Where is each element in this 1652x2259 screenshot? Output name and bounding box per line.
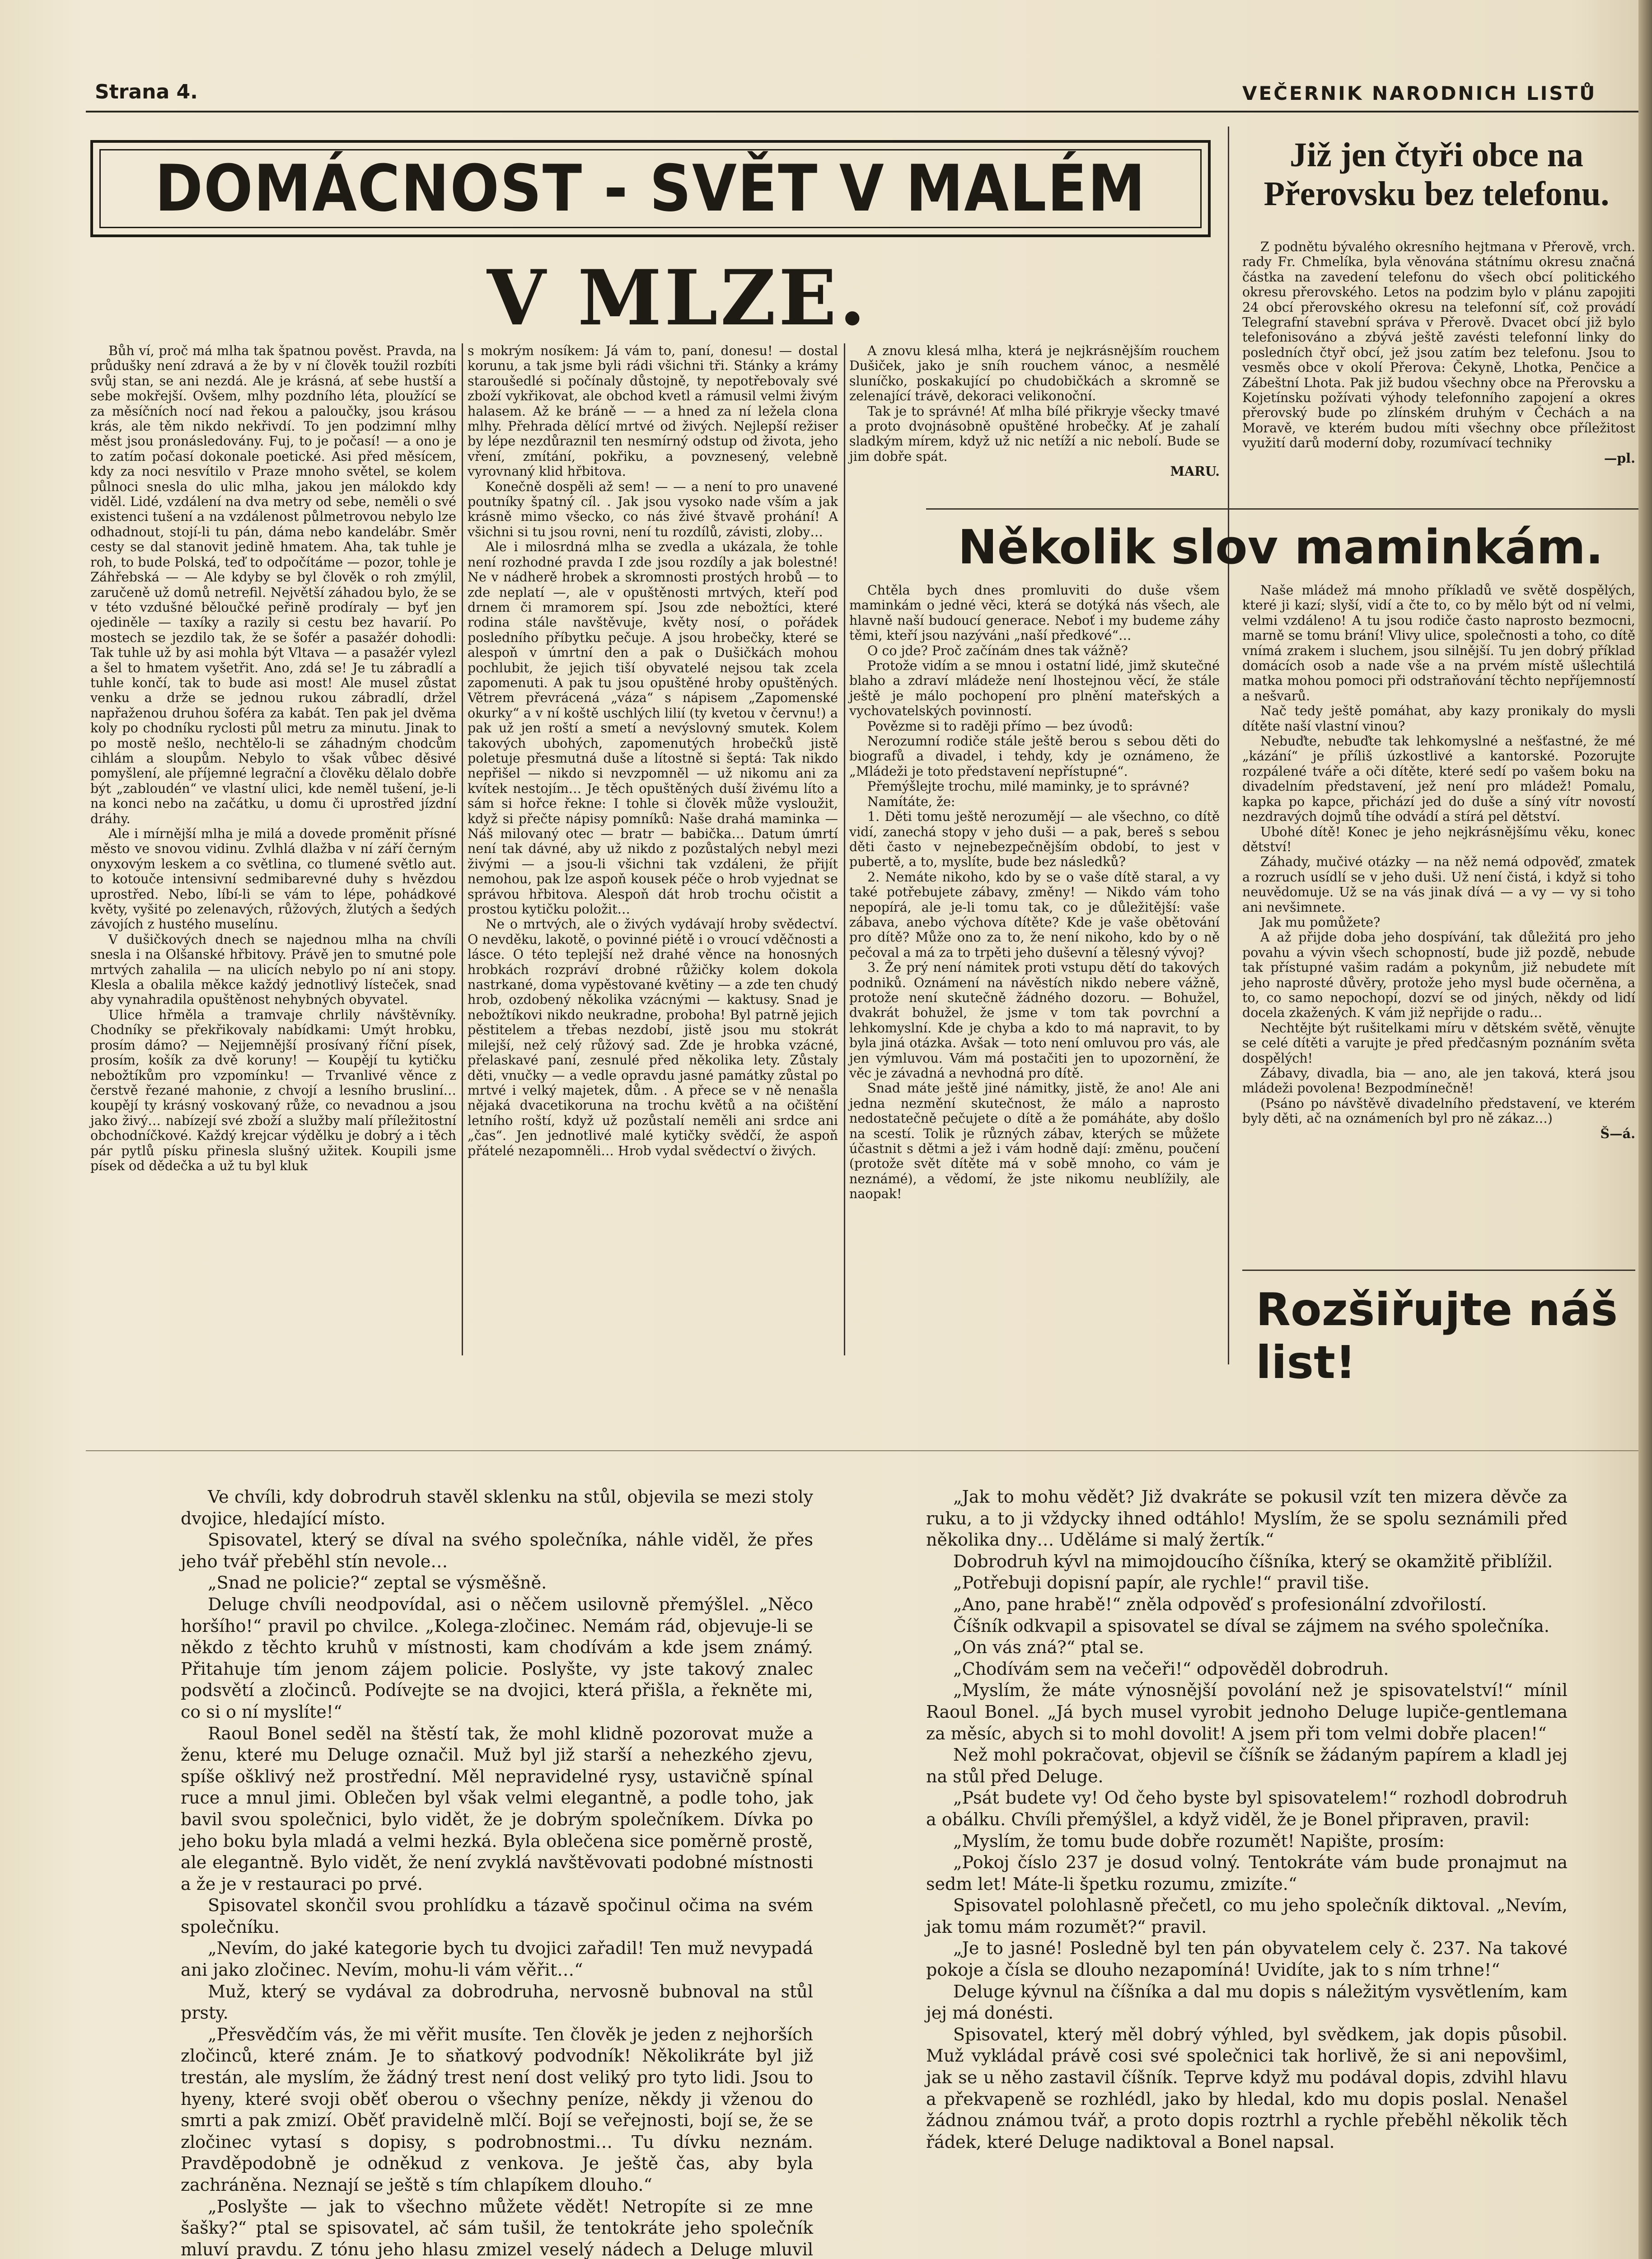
paragraph: 2. Nemáte nikoho, kdo by se o vaše dítě staral, a vy také potřebujete zábavy, změny! — Nikdo vám toho nepopírá, ale je-li tomu tak, co je důležitější: vaše zábava, anebo výchova dítěte? Kde je vaše obětování pro dítě? Může ono za to, že není nikoho, kdo by o ně pečoval a má za to trpěti jeho duševní a tělesný vývoj?: [849, 869, 1220, 960]
paragraph: 3. Že prý není námitek proti vstupu dětí do takových podniků. Oznámení na návěstích nikdo nebere vážně, protože není skutečně žádného dozoru. — Bohužel, dvakrát bohužel, že jsme v tom tak povrchní a lehkomyslní. Kde je chyba a kdo to má napravit, to by byla jiná otázka. Avšak — toto není omluvou pro vás, ale jen výmluvou. Vám má postačiti jen to upozornění, že věc je závadná a nevhodná pro dítě.: [849, 960, 1220, 1081]
article1-column-3: [849, 343, 1220, 479]
sidebar-column: [1242, 239, 1635, 466]
paragraph: „Přesvědčím vás, že mi věřit musíte. Ten člověk je jeden z nejhorších zločinců, které znám. Je to sňatkový podvodník! Několikráte byl již trestán, ale myslím, že žádný trest není dost veliký pro tyto lidi. Jsou to hyeny, které svoji oběť oberou o všechny peníze, někdy ji vženou do smrti a pak zmizí. Oběť pravidelně mlčí. Bojí se veřejnosti, bojí se, že se zločinec vytasí s dopisy, s podrobnostmi… Tu dívku neznám. Pravděpodobně je odněkud z venkova. Je ještě čas, aby byla zachráněna. Neznají se ještě s tím chlapíkem dlouho.“: [181, 2024, 813, 2195]
paragraph: s mokrým nosíkem: Já vám to, paní, donesu! — dostal korunu, a tak jsme byli rádi všichni tři. Stánky a krámy staroušedlé si počínaly důstojně, ty nepotřebovaly své zboží vykřikovat, ale obchod kvetl a rámusil velmi živým halasem. Až ke bráně — — a hned za ní ležela clona mlhy. Přehrada dělící mrtvé od živých. Nejlepší režiser by lépe nezdůraznil ten nesmírný odstup od života, jeho vření, zmítání, pokřiku, a povznesený, velebně vyrovnaný klid hřbitova.: [468, 343, 838, 479]
sidebar-headline: Již jen čtyři obce na Přerovsku bez telefonu.: [1264, 136, 1610, 213]
paragraph: Tak je to správné! Ať mlha bílé přikryje všecky tmavé a proto dvojnásobně opuštěné hrobečky. Ať je zahalí sladkým mírem, když už nic netíží a nic nebolí. Bude se jim dobře spát.: [849, 403, 1220, 464]
paragraph: O co jde? Proč začínám dnes tak vážně?: [867, 643, 1128, 658]
paragraph: Povězme si to raději přímo — bez úvodů:: [867, 718, 1133, 734]
promo-slogan: Rozšiřujte náš list!: [1256, 1283, 1618, 1389]
paragraph: Deluge kývnul na číšníka a dal mu dopis s náležitým vysvětlením, kam jej má donésti.: [926, 1981, 1568, 2023]
paragraph: Záhady, mučivé otázky — na něž nemá odpověď, zmatek a rozruch usídlí se v jeho duši. Už není čistá, i když si toho neuvědomuje. Už se na vás jinak dívá — a vy — vy si toho ani nevšimnete.: [1242, 854, 1635, 915]
paragraph: Spisovatel polohlasně přečetl, co mu jeho společník diktoval. „Nevím, jak tomu mám rozumět?“ pravil.: [926, 1895, 1568, 1937]
paragraph: Konečně dospěli až sem! — — a není to pro unavené poutníky špatný cíl. . Jak jsou vysoko nade vším a jak krásně mimo všecko, co nás živé štvavě prohání! A všichni si tu jsou rovni, není tu rozdílů, závisti, zloby…: [468, 479, 838, 539]
paragraph: „Nevím, do jaké kategorie bych tu dvojici zařadil! Ten muž nevypadá ani jako zločinec. Nevím, mohu-li vám věřit…“: [181, 1938, 813, 1980]
section-rule: [1242, 1270, 1635, 1271]
article1-signature: MARU.: [1170, 464, 1220, 479]
article2-column-2: [1242, 583, 1635, 1141]
paragraph: Spisovatel, který měl dobrý výhled, byl svědkem, jak dopis působil. Muž vykládal právě cosi své společnici tak horlivě, že si ani nepovšiml, jak se u něho zastavil číšník. Teprve když mu podával dopis, zdvihl hlavu a překvapeně se rozhlédl, jako by hledal, kdo mu dopis poslal. Nenašel žádnou známou tvář, a proto dopis roztrhl a rychle přeběhl několik těch řádek, které Deluge nadiktoval a Bonel napsal.: [926, 2024, 1568, 2152]
article2-title: Několik slov maminkám.: [958, 520, 1604, 575]
serial-story-right: [926, 1486, 1568, 2153]
paragraph: Číšník odkvapil a spisovatel se díval se zájmem na svého společníka.: [953, 1616, 1549, 1636]
paragraph: „Poslyšte — jak to všechno můžete vědět! Netropíte si ze mne šašky?“ ptal se spisovatel, ač sám tušil, že tentokráte jeho společník mluví pravdu. Z tónu jeho hlasu zmizel veselý nádech a Deluge mluvil: [181, 2196, 813, 2259]
paragraph: Namítáte, že:: [867, 794, 955, 809]
paragraph: Než mohl pokračovat, objevil se číšník se žádaným papírem a kladl jej na stůl před Deluge.: [926, 1745, 1568, 1786]
paragraph: Nechtějte být rušitelkami míru v dětském světě, věnujte se celé dítěti a varujte je před předčasným poznáním světa dospělých!: [1242, 1020, 1635, 1066]
paragraph: Ale i milosrdná mlha se zvedla a ukázala, že tohle není rozhodné pravda I zde jsou rozdíly a jak bolestné! Ne v nádherě hrobek a skromnosti prostých hrobů — to zde neplatí —, ale v opuštěnosti mrtvých, kteří pod drnem či mramorem spí. Jsou zde nebožtíci, které rodina stále navštěvuje, květy nosí, o pořádek posledního příbytku pečuje. A jsou hrobečky, které se alespoň v úmrtní den a pak o Dušičkách mohou pochlubit, že jejich tiší obyvatelé nejsou tak zcela zapomenuti. A pak tu jsou opuštěné hroby opuštěných. Větrem převrácená „váza“ s nápisem „Zapomenské okurky“ a v ní koště uschlých lilií (ty kvetou v červnu!) a pak už jen roští a smetí a nevýslovný smutek. Kolem takových ubohých, zapomenutých hrobečků jistě poletuje přesmutná duše a lítostně si šeptá: Tak nikdo nepřišel — nikdo si nevzpomněl — už nikomu ani za kvítek nestojím… Je těch opuštěných duší živému líto a sám si hořce řekne: I tohle si člověk může vysloužit, když si přečte nápisy pomníků: Naše drahá maminka — Náš milovaný otec — bratr — babička… Datum úmrtí není tak dávné, aby už nikdo z pozůstalých nebyl mezi živými — a jsou-li všichni tak vzdáleni, že přijít nemohou, pak lze aspoň kousek péče o hrob vyjednat se správou hřbitova. Alespoň dát hrob trochu očistit a prostou kytičku položit…: [468, 539, 838, 917]
section-rule: [926, 508, 1640, 510]
article2-column-1: [849, 583, 1220, 1202]
paragraph: Chtěla bych dnes promluviti do duše všem maminkám o jedné věci, která se dotýká nás všech, ale hlavně naší budoucí generace. Neboť i my budeme záhy těmi, kteří jsou nazýváni „naší předkové“…: [849, 583, 1220, 643]
paragraph: „On vás zná?“ ptal se.: [953, 1637, 1144, 1658]
paragraph: Nebuďte, nebuďte tak lehkomyslné a nešťastné, že mé „kázání“ je příliš úzkostlivé a kantorské. Pozorujte rozpálené tváře a oči dítěte, které sedí po vašem boku na divadelním představení, jež není pro mládež! Pomalu, kapka po kapce, přichází jed do duše a síný vítr novostí nezdravých dojmů tíhe odvádí a stírá pel dětství.: [1242, 734, 1635, 825]
paragraph: Snad máte ještě jiné námitky, jistě, že ano! Ale ani jedna nezmění skutečnost, že málo a naprosto nedostatečně pečujete o dítě a že pomáháte, aby došlo na scestí. Tolik je různých zábav, kterých se můžete účastnit s dětmi a jež i vám hodně dají: změnu, poučení (protože svět dítěte má v sobě mnoho, co vám je neznámé), a vědomí, že jste nikomu neublížily, ale naopak!: [849, 1081, 1220, 1202]
paragraph: „Potřebuji dopisní papír, ale rychle!“ pravil tiše.: [953, 1573, 1370, 1593]
paragraph: Naše mládež má mnoho příkladů ve světě dospělých, které ji kazí; slyší, vidí a čte to, co by mělo být od ní velmi, velmi vzdáleno! A tu jsou rodiče často naprosto bezmocni, marně se tomu brání! Vlivy ulice, společnosti a toho, co dítě vnímá zrakem i sluchem, jsou silnější. Tu jen dobrý příklad domácích osob a nade vše a na prvém místě ušlechtilá matka mohou pomoci při odstraňování těchto nepříjemností a nešvarů.: [1242, 583, 1635, 703]
paragraph: Muž, který se vydával za dobrodruha, nervosně bubnoval na stůl prsty.: [181, 1981, 813, 2023]
page-label: Strana 4.: [95, 80, 198, 103]
paragraph: 1. Děti tomu ještě nerozumějí — ale všechno, co dítě vidí, zanechá stopy v jeho duši — a pak, bereš s sebou děti často v nejnebezpečnějším období, to jest v pubertě, a to, myslíte, bude bez následků?: [849, 809, 1220, 870]
paragraph: A znovu klesá mlha, která je nejkrásnějším rouchem Dušiček, jako je sníh rouchem vánoc, a nesmělé sluníčko, poskakující po chudobičkách a skromně se zelenající trávě, dekoraci velikonoční.: [849, 343, 1220, 404]
paragraph: A až přijde doba jeho dospívání, tak důležitá pro jeho povahu a vývin všech schopností, bude již pozdě, nebude tak přístupné vašim radám a pokynům, již nebudete mít jeho naprosté důvěry, protože jeho mysl bude očerněna, a to, co samo nepochopí, dozví se od jiných, někdy od lidí docela zkažených. K vám již nepřijde o radu…: [1242, 930, 1635, 1021]
paragraph: Nač tedy ještě pomáhat, aby kazy pronikaly do mysli dítěte naší vlastní vinou?: [1242, 703, 1635, 734]
paragraph: V dušičkových dnech se najednou mlha na chvíli snesla i na Olšanské hřbitovy. Právě jen to smutné pole mrtvých zahalila — na ulicích nebylo po ní ani stopy. Klesla a obalila měkce každý jednotlivý lísteček, snad aby vynahradila opuštěnost nehybných obyvatel.: [90, 932, 456, 1008]
paragraph: „Psát budete vy! Od čeho byste byl spisovatelem!“ rozhodl dobrodruh a obálku. Chvíli přemýšlel, a když viděl, že je Bonel připraven, pravil:: [926, 1788, 1568, 1829]
paragraph: (Psáno po návštěvě divadelního představení, ve kterém byly děti, ač na oznámeních byl pro ně zákaz…): [1242, 1096, 1635, 1126]
paragraph: Přemýšlejte trochu, milé maminky, je to správné?: [867, 779, 1189, 794]
sidebar-signature: —pl.: [1604, 450, 1635, 466]
column-divider: [844, 343, 845, 1355]
paragraph: Deluge chvíli neodpovídal, asi o něčem usilovně přemýšlel. „Něco horšího!“ pravil po chvilce. „Kolega-zločinec. Nemám rád, objevuje-li se někdo z těchto kruhů v místnosti, kam chodívám a kde jsem známý. Přitahuje tím jenom zájem policie. Poslyšte, vy jste takový znalec podsvětí a zločinců. Podívejte se na dvojici, která přišla, a řekněte mi, co si o ní myslíte!“: [181, 1594, 813, 1722]
article2-signature: Š—á.: [1600, 1125, 1635, 1141]
column-divider: [1228, 127, 1229, 1364]
article1-column-2: [468, 343, 838, 1158]
paragraph: Spisovatel skončil svou prohlídku a tázavě spočinul očima na svém společníku.: [181, 1895, 813, 1937]
newspaper-name: VEČERNIK NARODNICH LISTŮ: [1242, 82, 1597, 104]
section-masthead: DOMÁCNOST - SVĚT V MALÉM: [90, 140, 1211, 237]
paragraph: „Snad ne policie?“ zeptal se výsměšně.: [208, 1573, 547, 1593]
paragraph: „Jak to mohu vědět? Již dvakráte se pokusil vzít ten mizera děvče za ruku, a to ji vždycky ihned odtáhlo! Myslím, že se spolu seznámili před několika dny… Udělámе si malý žertík.“: [926, 1487, 1568, 1550]
paragraph: Zábavy, divadla, bia — ano, ale jen taková, která jsou mládeži povolena! Bezpodmínečně!: [1242, 1066, 1635, 1096]
paragraph: Dobrodruh kývl na mimojdoucího číšníka, který se okamžitě přiblížil.: [953, 1551, 1553, 1571]
paragraph: Z podnětu bývalého okresního hejtmana v Přerově, vrch. rady Fr. Chmelíka, byla věnována státnímu okresu značná částka na zavedení telefonu do všech obcí politického okresu přerovského. Letos na podzim bylo v plánu zapojiti 24 obcí přerovského okresu na telefonní síť, což provádí Telegrafní stavební správa v Přerově. Dvacet obcí již bylo telefonisováno a zbývá ještě zavésti telefonní linky do posledních čtyř obcí, jež jsou zatím bez telefonu. Jsou to vesměs obce v okolí Přerova: Čekyně, Lhotka, Penčice a Zábeštní Lhota. Pak již budou všechny obce na Přerovsku a Kojetínsku požívati výhody telefonního zapojení a okres přerovský bude po zlínském druhým v Čechách a na Moravě, ve kterém budou míti všechny obce příležitost využití darů moderní doby, rozumívací techniky: [1242, 239, 1635, 451]
paragraph: Nerozumní rodiče stále ještě berou s sebou děti do biografů a divadel, i tehdy, kdy je oznámeno, že „Mládeži je toto představení nepřístupné“.: [849, 734, 1220, 779]
paragraph: „Myslím, že máte výnosnější povolání než je spisovatelství!“ mínil Raoul Bonel. „Já bych musel vyrobit jednoho Deluge lupiče-gentlemana za měsíc, abych si to mohl dovolit! A jsem při tom velmi dobře placen!“: [926, 1680, 1568, 1743]
paragraph: Ne o mrtvých, ale o živých vydávají hroby svědectví. O nevděku, lakotě, o povinné piétě i o vroucí vděčnosti a lásce. O této teplejší než drahé věnce na honosných hrobkách rozpráví drobné růžičky kolem dokola nastrkané, doma vypěstované květiny — a zde ten chudý hrob, ozdobený několika vzácnými — kaktusy. Snad je nebožtíkovi nikdo neukradne, proboha! Byl patrně jejich pěstitelem a třebas nezdobí, jistě jsou mu stokrát milejší, než celý růžový sad. Zde je hrobka vzácné, přelaskavé paní, zesnulé před několika lety. Zůstaly děti, vnučky — a vedle opravdu jasné památky zůstal po mrtvé i velký majetek, dům. . A přece se v ně nenašla nějaká dvacetikoruna na trochu květů a na očištění letního roští, když už pozůstalí neměli ani srdce ani „čas“. Jen jednotlivé malé kytičky svědčí, že aspoň přátelé nezapomněli… Hrob vydal svědectví o živých.: [468, 917, 838, 1158]
column-divider: [462, 343, 463, 1355]
serial-story-left: [181, 1486, 813, 2259]
paragraph: „Je to jasné! Posledně byl ten pán obyvatelem cely č. 237. Na takové pokoje a čísla se dlouho nezapomíná! Uvidíte, jak to s ním trhne!“: [926, 1938, 1568, 1980]
paragraph: Ale i mírnější mlha je milá a dovede proměnit přísné město ve snovou vidinu. Zvlhlá dlažba v ní září černým onyxovým leskem a co světlina, co tlumené světlo aut. to kotouče intensivní sedmibarevné duhy s hvězdou uprostřed. Nebo, líbí-li se vám to lépe, pohádkové květy, vyšité po zelenavých, růžových, žlutých a šedých závojích z hustého muselínu.: [90, 826, 456, 932]
article-title: V MLZE.: [487, 253, 869, 342]
paragraph: Raoul Bonel seděl na štěstí tak, že mohl klidně pozorovat muže a ženu, které mu Deluge označil. Muž byl již starší a nehezkého zjevu, spíše ošklivý než prostřední. Měl nepravidelné rysy, ustavičně spínal ruce a mnul jimi. Oblečen byl však velmi elegantně, a podle toho, jak bavil svou společnici, bylo vidět, že je dobrým společníkem. Dívka po jeho boku byla mladá a velmi hezká. Byla oblečena sice poměrně prostě, ale elegantně. Bylo vidět, že není zvyklá navštěvovati podobné místnosti a že je v restauraci po prvé.: [181, 1723, 813, 1894]
paragraph: Bůh ví, proč má mlha tak špatnou pověst. Pravda, na průdušky není zdravá a že by v ní člověk toužil rozbíti svůj stan, se ani nezdá. Ale je krásná, ať sebe hustší a sebe mokřejší. Ovšem, mlhy pozdního léta, ploužící se za měsíčních nocí nad řekou a paloučky, jsou krásou krás, ale těm nikdo nekřivdí. To jen podzimní mlhy měst jsou pronásledovány. Fuj, to je počasí! — a ono je to zatím počasí dokonale poetické. Asi před měsícem, kdy za noci nesvítilo v Praze mnoho světel, se kolem půlnoci snesla do ulic mlha, jakou jen málokdo kdy viděl. Lidé, vzdálení na dva metry od sebe, neměli o své existenci tušení a na vzdálenost půlmetrovou nebylo lze odhadnout, stojí-li tu pán, dáma nebo kandelábr. Směr cesty se dal stanovit jedině hmatem. Aha, tak tuhle je roh, to bude Polská, teď to odpočítáme — pozor, tohle je Záhřebská — — Ale kdyby se byl člověk o roh zmýlil, zaručeně už domů netrefil. Největší záhadou bylo, že se v této vzdušné běloučké peřině prodíraly — byť jen ojediněle — taxíky a razily si cestu bez havarií. Po mostech se jezdilo tak, že se šofér a pasažér dohodli: Tak tuhle už by asi mohla být Vltava — a pasažér vylezl a šel to hmatem vyšetřit. Ano, zdá se! Je tu zábradlí a tuhle končí, tak to bude asi most! Ale musel zůstat venku a drže se jednou rukou zábradlí, držel napřaženou druhou šoféra za kabát. Ten pak jel dvěma koly po chodníku ryclosti půl metru za minutu. Jinak to po mostě nešlo, nechtělo-li se záhadným chodcům cihlám a sloupům. Nebylo to však vůbec děsivé pomyšlení, ale příjemné legrační a člověku dělalo dobře být „zabloudén“ ve vlastní ulici, kde neměl tušení, je-li na konci nebo na začátku, u domu či uprostřed jízdní dráhy.: [90, 343, 456, 826]
fold-rule: [86, 1450, 1640, 1451]
binding-edge: [1638, 0, 1652, 2259]
paragraph: Ve chvíli, kdy dobrodruh stavěl sklenku na stůl, objevila se mezi stoly dvojice, hledající místo.: [181, 1487, 813, 1528]
paragraph: Protože vidím a se mnou i ostatní lidé, jimž skutečné blaho a zdraví mládeže není lhostejnou věcí, že stále ještě je málo pochopení pro plnění mateřských a vychovatelských povinností.: [849, 658, 1220, 719]
header-rule: [86, 111, 1640, 112]
paragraph: „Pokoj číslo 237 je dosud volný. Tentokráte vám bude pronajmut na sedm let! Máte-li špetku rozumu, zmizíte.“: [926, 1852, 1568, 1894]
paragraph: „Myslím, že tomu bude dobře rozumět! Napište, prosím:: [953, 1831, 1445, 1851]
article1-column-1: [90, 343, 456, 1173]
paragraph: Ulice hřměla a tramvaje chrlily návštěvníky. Chodníky se překřikovaly nabídkami: Umýt hrobku, prosím dámo? — Nejjemnější prosívaný říční písek, prosím, košík za dvě koruny! — Koupějí tu kytičku nebožtíkům pro vzpomínku! — Trvanlivé věnce z čerstvě řezané mahonie, z chvojí a lesního brusliní… koupějí ty krásný voskovaný růže, co nevadnou a jsou jako živý… nabízejí své zboží a služby malí příležitostní obchodníčkové. Každý krejcar výdělku je dobrý a i těch pár pytlů písku přinesla slušný užitek. Koupili jsme písek od dědečka a už tu byl kluk: [90, 1007, 456, 1173]
paragraph: Jak mu pomůžete?: [1260, 914, 1381, 930]
paragraph: „Chodívám sem na večeři!“ odpověděl dobrodruh.: [953, 1659, 1389, 1679]
paragraph: Spisovatel, který se díval na svého společníka, náhle viděl, že přes jeho tvář přeběhl stín nevole…: [181, 1530, 813, 1571]
paragraph: Ubohé dítě! Konec je jeho nejkrásnějšímu věku, konec dětství!: [1242, 824, 1635, 854]
paragraph: „Ano, pane hrabě!“ zněla odpověď s profesionální zdvořilostí.: [953, 1594, 1487, 1614]
